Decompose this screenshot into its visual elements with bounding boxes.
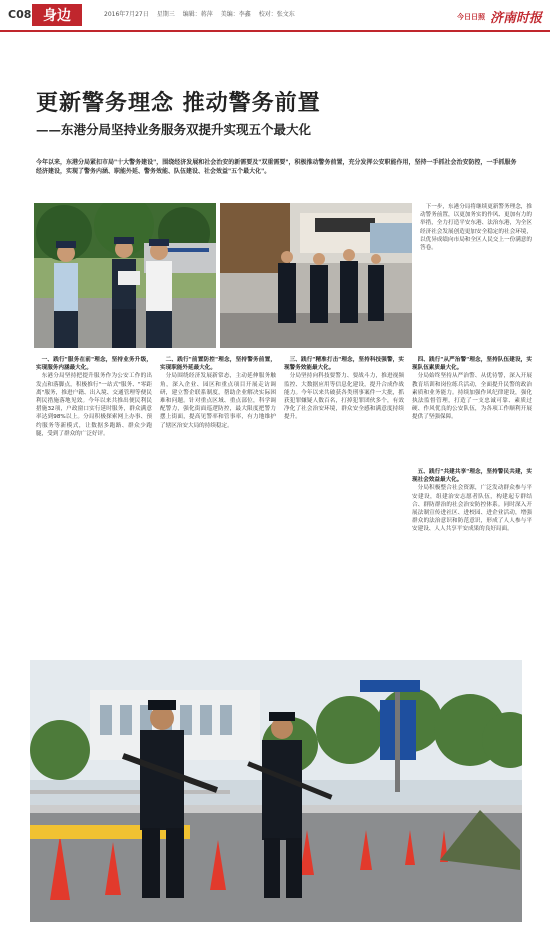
article-title: 更新警务理念 推动警务前置: [36, 90, 321, 116]
photo-street-patrol: [220, 203, 412, 348]
photo-armed-patrol: [30, 660, 522, 922]
issue-weekday: 星期三: [156, 11, 175, 18]
page-number: C08: [8, 8, 32, 21]
section-body: 下一步，东港分局将继续更新警务理念，推动警务前置，以更加务实的作风、更加有力的举措，全力打造平安东港、法治东港，为全区经济社会发展创造更加安全稳定的社会环境，以优异成绩向市局和全区人民交上一份满意的答卷。: [420, 204, 532, 252]
masthead-subtitle: 今日日照: [456, 12, 485, 21]
article-column-7: [412, 468, 532, 648]
section-heading: 二、践行"前置防控"理念，坚持警务前置，实现职能外延最大化。: [160, 357, 276, 372]
article-column-2: [160, 356, 276, 652]
section-body: 分局坚持向科技要警力、要战斗力，推进视频监控、大数据应用等信息化建设，提升合成作战能力。今年以来共破获各类刑事案件一大批，抓获犯罪嫌疑人数百名，打掉犯罪团伙多个，有效净化了社会治安环境，群众安全感和满意度持续提升。: [284, 373, 404, 421]
art-credit: 美编：李鑫: [220, 11, 251, 18]
article-subtitle: ——东港分局坚持业务服务双提升实现五个最大化: [36, 122, 312, 137]
editor-credit: 编辑：蒋萍: [182, 11, 213, 18]
article-column-5: [420, 203, 532, 348]
section-body: 东港分局坚持把提升服务作为公安工作的出发点和落脚点，积极推行"一站式"服务、"零距离"服务，推进户籍、出入境、交通管理等便民利民措施落地见效。今年以来共推出便民利民措施32项，户政窗口实行延时服务，群众满意率达到98%以上。分局积极探索网上办事、预约服务等新模式，让数据多跑路、群众少跑腿，受到了群众的广泛好评。: [36, 373, 152, 437]
section-body: 分局围绕经济发展新常态，主动延伸服务触角，深入企业、园区和重点项目开展走访调研，建立警企联系制度，帮助企业解决实际困难和问题。针对重点区域、重点部位，科学调配警力，强化街面巡逻防控，最大限度把警力摆上街面，提高见警率和管事率，有力地维护了辖区治安大局的持续稳定。: [160, 373, 276, 429]
issue-date: 2016年7月27日: [104, 11, 149, 18]
article-column-1: [36, 356, 152, 652]
page-header: [0, 0, 550, 32]
section-body: 分局始终坚持从严治警、从优待警，深入开展教育培训和岗位练兵活动，全面提升民警的政治素质和业务能力。持续加强作风纪律建设，强化执法监督管理，打造了一支忠诚可靠、素质过硬、作风优良的公安队伍，为各项工作顺利开展提供了坚强保障。: [412, 373, 532, 421]
header-meta: [104, 9, 295, 18]
section-heading: 三、践行"精准打击"理念，坚持科技强警，实现警务效能最大化。: [284, 357, 404, 372]
checker-credit: 校对：张文东: [258, 11, 295, 18]
section-body: 分局积极整合社会资源，广泛发动群众参与平安建设，组建治安志愿者队伍，构建起专群结合、群防群治的社会治安防控体系。同时深入开展法制宣传进社区、进校园、进企业活动，增强群众的法治意识和防范意识，形成了人人参与平安建设、人人共享平安成果的良好局面。: [412, 485, 532, 533]
section-heading: 五、践行"共建共享"理念，坚持警民共建，实现社会效益最大化。: [412, 469, 532, 484]
section-tag: 身边: [32, 4, 82, 26]
article-lead: 今年以来，东港分局紧扣市局"十大警务建设"，围绕经济发展和社会治安的新需要及"双重需要"，积极推动警务前置，充分发挥公安职能作用，坚持一手抓社会治安防控，一手抓服务经济建设，实现了警务内涵、职能外延、警务效能、队伍建设、社会效益"五个最大化"。: [36, 159, 517, 175]
section-heading: 一、践行"服务在前"理念，坚持业务升级，实现服务内涵最大化。: [36, 357, 152, 372]
section-heading: 四、践行"从严治警"理念，坚持队伍建设，实现队伍素质最大化。: [412, 357, 532, 372]
newspaper-logo: 济南时报: [489, 11, 542, 26]
photo-police-checkpoint: [34, 203, 216, 348]
article-column-3: [284, 356, 404, 652]
masthead: [457, 7, 542, 26]
